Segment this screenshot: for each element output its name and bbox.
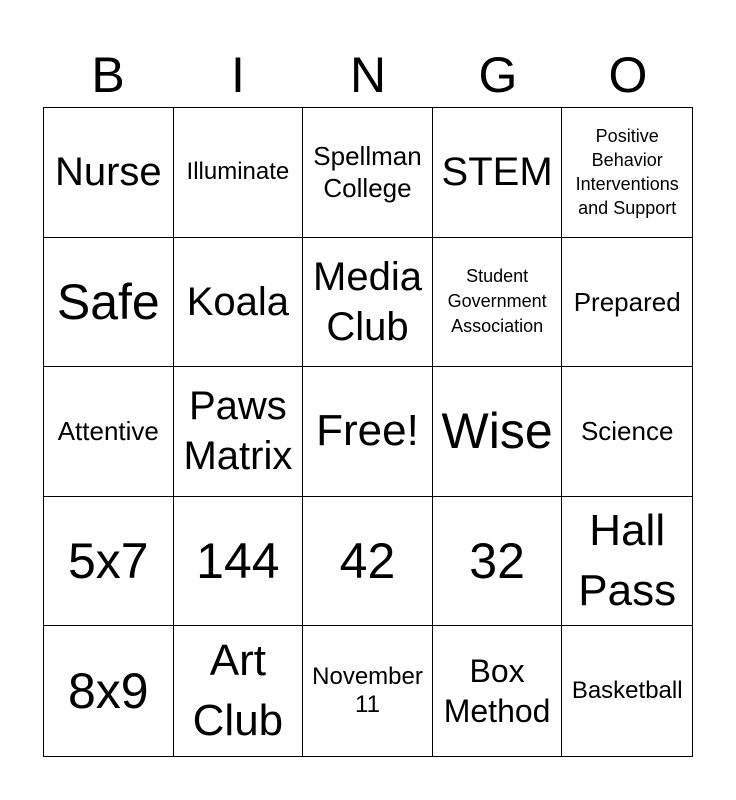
bingo-cell[interactable] xyxy=(562,367,692,497)
cell-label: Basketball xyxy=(571,677,683,705)
bingo-cell[interactable] xyxy=(433,108,563,238)
bingo-cell[interactable] xyxy=(174,108,304,238)
cell-label: STEM xyxy=(441,150,553,195)
bingo-cell[interactable] xyxy=(562,497,692,627)
cell-label: Safe xyxy=(56,273,160,330)
bingo-cell[interactable] xyxy=(303,108,433,238)
bingo-board xyxy=(43,107,693,757)
bingo-cell[interactable] xyxy=(303,367,433,497)
cell-label: 42 xyxy=(339,533,396,590)
cell-label: Illuminate xyxy=(186,158,290,186)
cell-label: Art Club xyxy=(192,636,284,746)
header-letter-i: I xyxy=(231,47,245,103)
cell-label: Wise xyxy=(441,403,553,460)
bingo-cell[interactable] xyxy=(44,626,174,756)
cell-label: 8x9 xyxy=(67,663,149,720)
bingo-cell[interactable] xyxy=(433,626,563,756)
bingo-cell[interactable] xyxy=(174,367,304,497)
bingo-cell[interactable] xyxy=(303,497,433,627)
cell-label: Hall Pass xyxy=(578,506,677,616)
header-letter-b: B xyxy=(91,47,125,103)
cell-label: Koala xyxy=(186,279,290,324)
cell-label: Science xyxy=(580,416,674,447)
cell-label: Paws Matrix xyxy=(183,384,293,479)
bingo-header xyxy=(43,46,693,108)
bingo-cell[interactable] xyxy=(174,238,304,368)
bingo-cell[interactable] xyxy=(562,626,692,756)
cell-label: Student Government Association xyxy=(447,266,547,337)
bingo-cell[interactable] xyxy=(433,238,563,368)
bingo-cell[interactable] xyxy=(562,238,692,368)
bingo-cell[interactable] xyxy=(174,497,304,627)
cell-label: Prepared xyxy=(573,286,681,317)
bingo-cell[interactable] xyxy=(562,108,692,238)
cell-label: Box Method xyxy=(443,653,551,730)
header-letter-n: N xyxy=(349,47,387,103)
header-letter-g: G xyxy=(478,47,518,103)
cell-label: Positive Behavior Interventions and Support xyxy=(575,126,679,219)
bingo-cell[interactable] xyxy=(44,367,174,497)
cell-label: November 11 xyxy=(312,663,423,719)
bingo-cell[interactable] xyxy=(44,238,174,368)
cell-label: Spellman College xyxy=(313,141,422,204)
bingo-cell[interactable] xyxy=(44,108,174,238)
cell-label: Free! xyxy=(316,406,419,456)
cell-label: 5x7 xyxy=(67,533,149,590)
cell-label: 144 xyxy=(196,533,280,590)
cell-label: 32 xyxy=(469,533,525,590)
bingo-cell[interactable] xyxy=(174,626,304,756)
bingo-cell[interactable] xyxy=(433,497,563,627)
bingo-cell[interactable] xyxy=(303,626,433,756)
bingo-cell[interactable] xyxy=(303,238,433,368)
bingo-cell[interactable] xyxy=(44,497,174,627)
header-letter-o: O xyxy=(608,47,648,103)
bingo-cell[interactable] xyxy=(433,367,563,497)
cell-label: Attentive xyxy=(57,416,159,447)
cell-label: Nurse xyxy=(54,150,162,195)
cell-label: Media Club xyxy=(313,254,422,349)
